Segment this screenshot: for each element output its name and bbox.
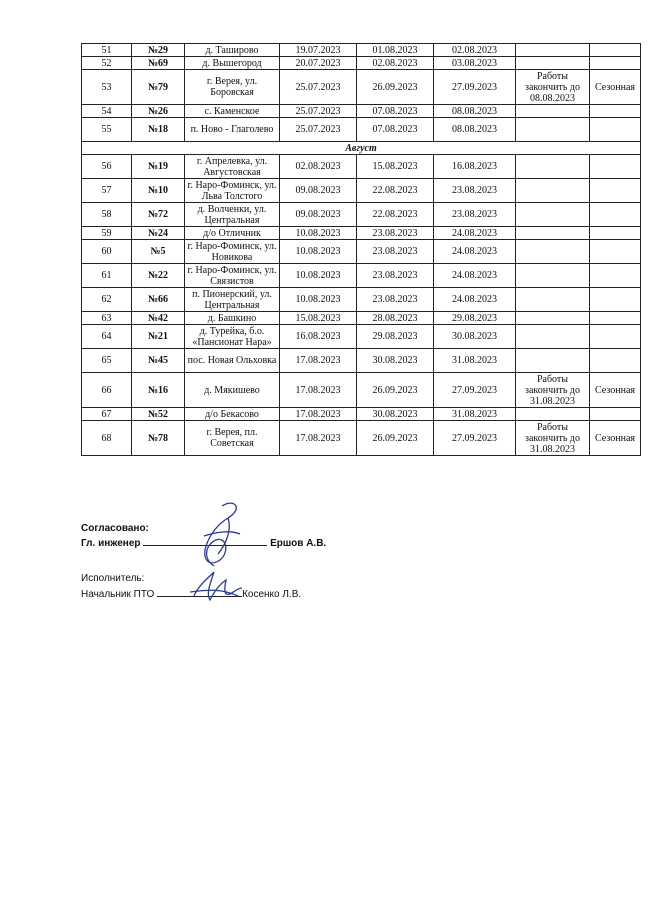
location-cell: г. Наро-Фоминск, ул. Льва Толстого [185,179,280,203]
start-date-cell: 17.08.2023 [280,408,357,421]
work-type-cell [590,227,641,240]
object-code-cell: №29 [132,44,185,57]
note-cell [516,240,590,264]
executor-signature [180,566,250,608]
row-number-cell: 57 [82,179,132,203]
location-cell: пос. Новая Ольховка [185,349,280,373]
work-type-cell [590,264,641,288]
restore-date-cell: 31.08.2023 [434,349,516,373]
location-cell: г. Апрелевка, ул. Августовская [185,155,280,179]
restore-date-cell: 24.08.2023 [434,240,516,264]
end-date-cell: 01.08.2023 [357,44,434,57]
note-cell: Работы закончить до 31.08.2023 [516,373,590,408]
row-number-cell: 63 [82,312,132,325]
executor-title: Начальник ПТО [81,589,155,600]
restore-date-cell: 02.08.2023 [434,44,516,57]
end-date-cell: 23.08.2023 [357,240,434,264]
schedule-table-body [82,44,641,456]
object-code-cell: №72 [132,203,185,227]
table-row [82,264,641,288]
restore-date-cell: 24.08.2023 [434,264,516,288]
restore-date-cell: 16.08.2023 [434,155,516,179]
start-date-cell: 09.08.2023 [280,179,357,203]
end-date-cell: 23.08.2023 [357,288,434,312]
work-type-cell [590,57,641,70]
location-cell: п. Пионерский, ул. Центральная [185,288,280,312]
start-date-cell: 10.08.2023 [280,288,357,312]
location-cell: г. Наро-Фоминск, ул. Связистов [185,264,280,288]
note-cell [516,288,590,312]
row-number-cell: 62 [82,288,132,312]
start-date-cell: 02.08.2023 [280,155,357,179]
executor-label: Исполнитель: [81,573,145,584]
location-cell: д. Башкино [185,312,280,325]
work-type-cell [590,203,641,227]
table-row [82,44,641,57]
end-date-cell: 22.08.2023 [357,179,434,203]
month-section-label: Август [82,142,641,155]
row-number-cell: 51 [82,44,132,57]
note-cell [516,105,590,118]
object-code-cell: №21 [132,325,185,349]
location-cell: с. Каменское [185,105,280,118]
start-date-cell: 19.07.2023 [280,44,357,57]
restore-date-cell: 29.08.2023 [434,312,516,325]
location-cell: г. Верея, пл. Советская [185,421,280,456]
row-number-cell: 61 [82,264,132,288]
table-row [82,70,641,105]
row-number-cell: 56 [82,155,132,179]
row-number-cell: 59 [82,227,132,240]
start-date-cell: 25.07.2023 [280,118,357,142]
end-date-cell: 28.08.2023 [357,312,434,325]
object-code-cell: №18 [132,118,185,142]
restore-date-cell: 27.09.2023 [434,421,516,456]
note-cell: Работы закончить до 31.08.2023 [516,421,590,456]
note-cell [516,155,590,179]
end-date-cell: 23.08.2023 [357,227,434,240]
object-code-cell: №78 [132,421,185,456]
row-number-cell: 58 [82,203,132,227]
table-row [82,105,641,118]
work-type-cell: Сезонная [590,70,641,105]
executor-name: Косенко Л.В. [242,589,302,600]
table-row [82,118,641,142]
work-type-cell: Сезонная [590,373,641,408]
note-cell [516,203,590,227]
work-type-cell [590,240,641,264]
start-date-cell: 25.07.2023 [280,105,357,118]
approved-label: Согласовано: [81,523,149,534]
work-type-cell [590,44,641,57]
work-type-cell [590,288,641,312]
start-date-cell: 10.08.2023 [280,264,357,288]
start-date-cell: 16.08.2023 [280,325,357,349]
location-cell: д. Волченки, ул. Центральная [185,203,280,227]
work-type-cell [590,105,641,118]
end-date-cell: 15.08.2023 [357,155,434,179]
table-row [82,155,641,179]
location-cell: д/о Отличник [185,227,280,240]
location-cell: д. Вышегород [185,57,280,70]
object-code-cell: №42 [132,312,185,325]
start-date-cell: 10.08.2023 [280,227,357,240]
month-section-row [82,142,641,155]
location-cell: д. Турейка, б.о. «Пансионат Нара» [185,325,280,349]
start-date-cell: 10.08.2023 [280,240,357,264]
end-date-cell: 22.08.2023 [357,203,434,227]
restore-date-cell: 08.08.2023 [434,105,516,118]
note-cell [516,179,590,203]
location-cell: д. Таширово [185,44,280,57]
chief-engineer-title: Гл. инженер [81,538,141,549]
restore-date-cell: 23.08.2023 [434,203,516,227]
restore-date-cell: 23.08.2023 [434,179,516,203]
location-cell: г. Наро-Фоминск, ул. Новикова [185,240,280,264]
start-date-cell: 15.08.2023 [280,312,357,325]
table-row [82,312,641,325]
table-row [82,240,641,264]
work-type-cell [590,312,641,325]
object-code-cell: №19 [132,155,185,179]
note-cell [516,57,590,70]
row-number-cell: 54 [82,105,132,118]
restore-date-cell: 30.08.2023 [434,325,516,349]
object-code-cell: №66 [132,288,185,312]
work-type-cell [590,325,641,349]
table-row [82,179,641,203]
restore-date-cell: 24.08.2023 [434,227,516,240]
object-code-cell: №79 [132,70,185,105]
object-code-cell: №52 [132,408,185,421]
object-code-cell: №10 [132,179,185,203]
work-type-cell [590,118,641,142]
object-code-cell: №26 [132,105,185,118]
table-row [82,373,641,408]
object-code-cell: №5 [132,240,185,264]
table-row [82,325,641,349]
table-row [82,349,641,373]
note-cell [516,325,590,349]
restore-date-cell: 27.09.2023 [434,70,516,105]
start-date-cell: 17.08.2023 [280,349,357,373]
row-number-cell: 52 [82,57,132,70]
start-date-cell: 09.08.2023 [280,203,357,227]
restore-date-cell: 08.08.2023 [434,118,516,142]
note-cell [516,349,590,373]
row-number-cell: 64 [82,325,132,349]
table-row [82,203,641,227]
row-number-cell: 66 [82,373,132,408]
end-date-cell: 23.08.2023 [357,264,434,288]
restore-date-cell: 27.09.2023 [434,373,516,408]
row-number-cell: 53 [82,70,132,105]
row-number-cell: 68 [82,421,132,456]
location-cell: п. Ново - Глаголево [185,118,280,142]
row-number-cell: 55 [82,118,132,142]
end-date-cell: 30.08.2023 [357,408,434,421]
location-cell: д/о Бекасово [185,408,280,421]
object-code-cell: №45 [132,349,185,373]
schedule-table [81,43,641,456]
row-number-cell: 60 [82,240,132,264]
note-cell [516,227,590,240]
restore-date-cell: 24.08.2023 [434,288,516,312]
end-date-cell: 07.08.2023 [357,105,434,118]
object-code-cell: №22 [132,264,185,288]
location-cell: д. Мякишево [185,373,280,408]
note-cell [516,312,590,325]
note-cell [516,408,590,421]
start-date-cell: 20.07.2023 [280,57,357,70]
location-cell: г. Верея, ул. Боровская [185,70,280,105]
work-type-cell [590,408,641,421]
restore-date-cell: 03.08.2023 [434,57,516,70]
work-type-cell [590,349,641,373]
restore-date-cell: 31.08.2023 [434,408,516,421]
start-date-cell: 25.07.2023 [280,70,357,105]
table-row [82,408,641,421]
table-row [82,57,641,70]
object-code-cell: №16 [132,373,185,408]
end-date-cell: 26.09.2023 [357,373,434,408]
chief-engineer-name: Ершов А.В. [270,538,327,549]
end-date-cell: 26.09.2023 [357,421,434,456]
note-cell [516,44,590,57]
end-date-cell: 07.08.2023 [357,118,434,142]
end-date-cell: 30.08.2023 [357,349,434,373]
table-row [82,421,641,456]
work-type-cell [590,155,641,179]
work-type-cell [590,179,641,203]
end-date-cell: 02.08.2023 [357,57,434,70]
note-cell: Работы закончить до 08.08.2023 [516,70,590,105]
table-row [82,288,641,312]
note-cell [516,264,590,288]
start-date-cell: 17.08.2023 [280,421,357,456]
start-date-cell: 17.08.2023 [280,373,357,408]
work-type-cell: Сезонная [590,421,641,456]
table-row [82,227,641,240]
end-date-cell: 26.09.2023 [357,70,434,105]
row-number-cell: 67 [82,408,132,421]
object-code-cell: №24 [132,227,185,240]
row-number-cell: 65 [82,349,132,373]
end-date-cell: 29.08.2023 [357,325,434,349]
object-code-cell: №69 [132,57,185,70]
note-cell [516,118,590,142]
